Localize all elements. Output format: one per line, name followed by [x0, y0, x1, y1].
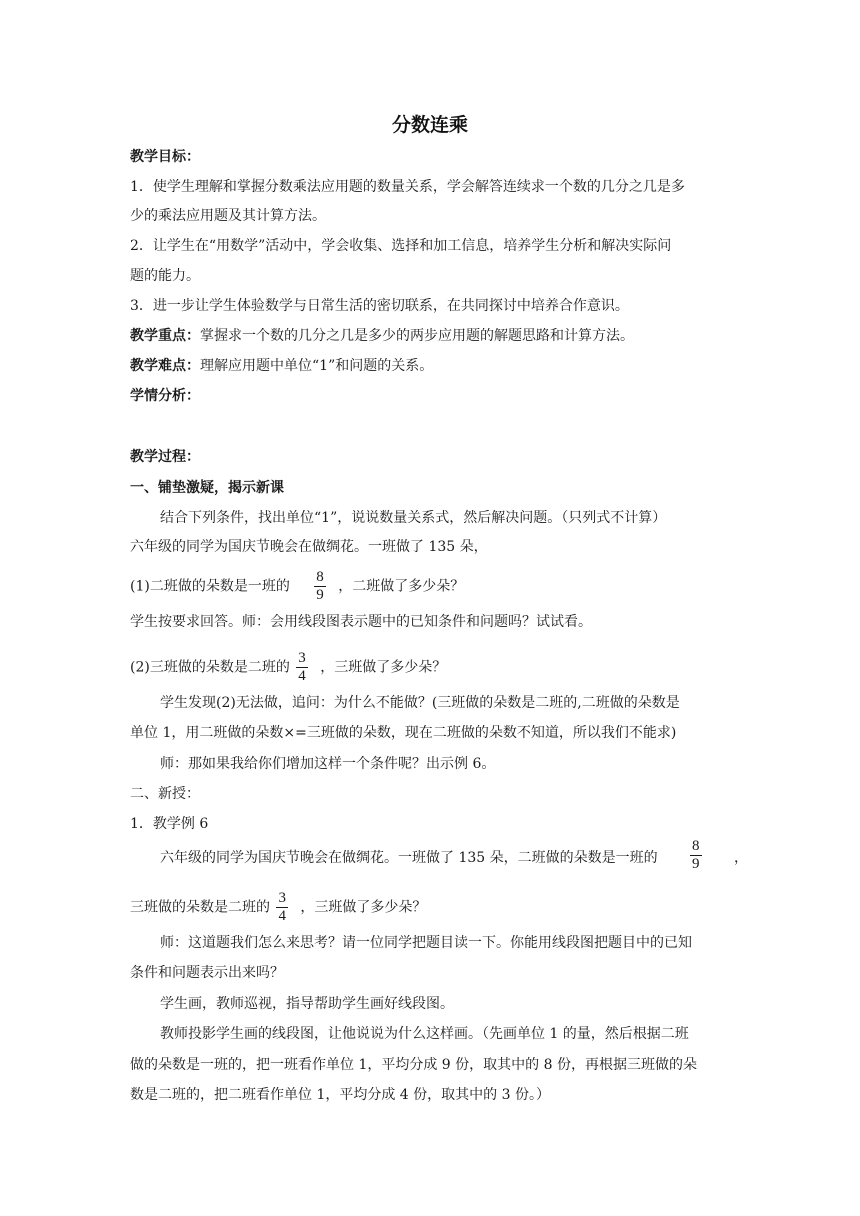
paragraph-think-line-1: 师：这道题我们怎么来思考？请一位同学把题目读一下。你能用线段图把题目中的已知: [160, 935, 692, 951]
fraction-denominator: 4: [278, 908, 286, 924]
goal-2-line-1: 2．让学生在“用数学”活动中，学会收集、选择和加工信息，培养学生分析和解决实际问: [130, 238, 672, 254]
question-1: [130, 569, 740, 604]
goal-1-line-1: 1．使学生理解和掌握分数乘法应用题的数量关系，学会解答连续求一个数的几分之几是多: [130, 179, 685, 195]
paragraph-problem: 六年级的同学为国庆节晚会在做绸花。一班做了 135 朵，: [130, 539, 488, 555]
example-line-2-post: ，三班做了多少朵？: [300, 899, 427, 916]
fraction-denominator: 9: [316, 587, 324, 603]
process-heading: 教学过程：: [130, 449, 200, 465]
question-1-post: ，二班做了多少朵？: [338, 578, 465, 595]
key-point: [130, 326, 740, 346]
fraction-numerator: 3: [298, 650, 306, 666]
example-comma: ，: [734, 850, 748, 866]
question-1-pre: (1)二班做的朵数是一班的: [130, 578, 290, 595]
key-point-label: 教学重点：: [130, 328, 200, 344]
goal-3: 3．进一步让学生体验数学与日常生活的密切联系，在共同探讨中培养合作意识。: [130, 298, 629, 314]
paragraph-draw: 学生画，教师巡视，指导帮助学生画好线段图。: [160, 996, 454, 1012]
difficulty: [130, 356, 740, 376]
fraction-numerator: 8: [692, 838, 700, 854]
difficulty-label: 教学难点：: [130, 358, 200, 374]
fraction-numerator: 8: [316, 569, 324, 585]
fraction-8-9: [314, 569, 326, 604]
paragraph-think-line-2: 条件和问题表示出来吗？: [130, 965, 284, 981]
paragraph-conditions: 结合下列条件，找出单位“1”，说说数量关系式，然后解决问题。（只列式不计算）: [160, 510, 667, 526]
example-problem-line-1: 六年级的同学为国庆节晚会在做绸花。一班做了 135 朵，二班做的朵数是一班的: [160, 850, 658, 866]
paragraph-teacher-example: 师：那如果我给你们增加这样一个条件呢？出示例 6。: [160, 756, 496, 772]
page-title: 分数连乘: [391, 114, 468, 136]
fraction-numerator: 3: [278, 890, 286, 906]
section-2-heading: 二、新授：: [130, 786, 200, 802]
question-2-post: ，三班做了多少朵？: [320, 659, 447, 676]
fraction-8-9-example: [690, 838, 702, 873]
paragraph-projection-line-1: 教师投影学生画的线段图，让他说说为什么这样画。（先画单位 1 的量，然后根据二班: [160, 1026, 689, 1042]
goals-heading: 教学目标：: [130, 149, 200, 165]
fraction-3-4-example: [276, 890, 288, 925]
paragraph-discovery-line-1: 学生发现(2)无法做，追问：为什么不能做？(三班做的朵数是二班的,二班做的朵数是: [160, 695, 680, 711]
question-2-pre: (2)三班做的朵数是二班的: [130, 659, 290, 676]
goal-1-line-2: 少的乘法应用题及其计算方法。: [130, 208, 326, 224]
question-2: [130, 650, 740, 685]
fraction-denominator: 4: [298, 668, 306, 684]
analysis-heading: 学情分析：: [130, 388, 200, 404]
example-problem-line-2: [130, 890, 740, 925]
key-point-text: 掌握求一个数的几分之几是多少的两步应用题的解题思路和计算方法。: [200, 328, 634, 344]
goal-2-line-2: 题的能力。: [130, 268, 200, 284]
example-line-2-pre: 三班做的朵数是二班的: [130, 899, 270, 916]
section-1-heading: 一、铺垫激疑，揭示新课: [130, 480, 284, 496]
difficulty-text: 理解应用题中单位“1”和问题的关系。: [200, 358, 434, 374]
fraction-3-4: [296, 650, 308, 685]
paragraph-discovery-line-2: 单位 1，用二班做的朵数×=三班做的朵数，现在二班做的朵数不知道，所以我们不能求): [130, 725, 677, 741]
fraction-denominator: 9: [692, 856, 700, 872]
paragraph-projection-line-2: 做的朵数是一班的，把一班看作单位 1，平均分成 9 份，取其中的 8 份，再根据三班做的朵: [130, 1057, 697, 1073]
paragraph-student-answer: 学生按要求回答。师：会用线段图表示题中的已知条件和问题吗？试试看。: [130, 614, 592, 630]
example-heading: 1．教学例 6: [130, 816, 209, 832]
paragraph-projection-line-3: 数是二班的，把二班看作单位 1，平均分成 4 份，取其中的 3 份。）: [130, 1087, 550, 1103]
